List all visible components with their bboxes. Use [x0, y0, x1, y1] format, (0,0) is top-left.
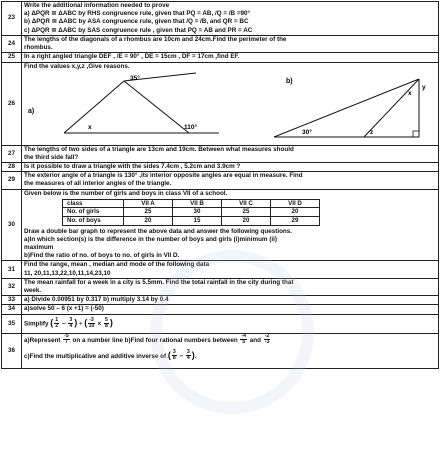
- question-row-36: 36 a)Represent $\frac{-5}{7}$ on a number line b)Find four rational numbers between $\frac{-4}{5}$ and $\frac{-2}{-3}$ c)Find the multiplicative and additive inverse of ( $\frac{3}{8}$ − $\frac{3}{4}$ ).: [2, 333, 439, 368]
- question-number: 23: [2, 2, 22, 36]
- question-text: Is it possible to draw a triangle with the sides 7.4cm , 5.2cm and 3.9cm ?: [24, 163, 241, 171]
- table-cell: No. of girls: [63, 208, 124, 217]
- question-text: c) ΔPQR ≅ ΔABC by SAS congruence rule , given that PQ = AB and PR = AC: [24, 26, 253, 34]
- fraction: $\frac{1}{2}$: [55, 316, 59, 330]
- table-cell: 20: [222, 217, 271, 226]
- question-text: Find the values x,y,z ,Give reasons.: [24, 62, 130, 70]
- question-text: a)Represent: [24, 336, 61, 344]
- fraction: $\frac{-3}{10}$: [88, 316, 95, 330]
- question-text: c)Find the multiplicative and additive inverse of: [24, 352, 167, 360]
- question-row-32: [2, 278, 439, 295]
- question-number: 31: [2, 261, 22, 278]
- question-number: 32: [2, 278, 22, 295]
- question-row-24: [2, 36, 439, 53]
- question-text: The mean rainfall for a week in a city is 5.5mm. Find the total rainfall in the city during that: [24, 278, 294, 286]
- table-row: [63, 217, 320, 226]
- table-cell: 25: [222, 208, 271, 217]
- table-cell: 20: [124, 217, 173, 226]
- question-text: Write the additional information needed to prove: [24, 2, 170, 9]
- question-number: 24: [2, 36, 22, 53]
- question-text: Given below is the number of girls and boys in class VII of a school.: [24, 189, 228, 197]
- table-header: VII A: [124, 199, 173, 208]
- question-number: 26: [2, 62, 22, 145]
- table-cell: 15: [173, 217, 222, 226]
- figure-a-label: a): [28, 107, 35, 115]
- fraction: $\frac{3}{8}$: [172, 349, 176, 362]
- question-text: on a number line b)Find four rational numbers between: [72, 336, 238, 344]
- right-angle-mark: [413, 131, 419, 137]
- question-number: 33: [2, 296, 22, 305]
- question-row-28: [2, 163, 439, 172]
- question-text: maximum: [24, 244, 54, 252]
- question-text: Simplify: [24, 320, 49, 328]
- question-number: 27: [2, 145, 22, 162]
- triangle-figures: [24, 71, 434, 143]
- question-row-34: [2, 305, 439, 314]
- table-cell: 29: [271, 217, 320, 226]
- fraction: $\frac{3}{4}$: [186, 349, 190, 362]
- question-text: a)solve 50 – 6 (x +1) = (-50): [24, 305, 104, 313]
- figure-b-angle: 30°: [302, 128, 312, 136]
- figure-a-x: x: [88, 123, 92, 131]
- question-row-29: [2, 172, 439, 189]
- question-text: week.: [24, 287, 42, 295]
- question-text: 11, 20,11,13,22,10,11,14,23,10: [24, 269, 111, 277]
- question-number: 35: [2, 314, 22, 333]
- figure-b-y: y: [422, 83, 426, 91]
- question-row-30: [2, 189, 439, 261]
- question-text: In a right angled triangle DEF , /E = 90° , DE = 15cm , DF = 17cm ,find EF.: [24, 53, 240, 61]
- question-row-25: [2, 53, 439, 62]
- figure-a-angle-top: 35°: [130, 74, 140, 82]
- question-row-27: [2, 145, 439, 162]
- question-number: 34: [2, 305, 22, 314]
- question-text: a)In which section(s) is the difference in the number of boys and girls (i)minimum (ii): [24, 235, 277, 243]
- question-row-26: [2, 62, 439, 145]
- question-number: 29: [2, 172, 22, 189]
- question-number: 30: [2, 189, 22, 261]
- figure-a-side: [64, 81, 124, 133]
- table-header-row: [63, 199, 320, 208]
- question-text: and: [249, 336, 261, 344]
- fraction: $\frac{-2}{-3}$: [264, 333, 270, 346]
- table-cell: No. of boys: [63, 217, 124, 226]
- table-header: VII C: [222, 199, 271, 208]
- question-table: [1, 1, 439, 369]
- question-number: 36: [2, 333, 22, 368]
- question-text: a) ΔPQR ≅ ΔABC by RHS congruence rule, given that PQ = AB, /Q = /B =90°: [24, 10, 251, 18]
- table-header: VII B: [173, 199, 222, 208]
- question-text: the measures of all interior angles of the triangle.: [24, 180, 172, 188]
- question-row-33: [2, 296, 439, 305]
- table-header: class: [63, 199, 124, 208]
- figure-b-label: b): [286, 77, 293, 85]
- fraction: $\frac{-5}{7}$: [64, 333, 69, 346]
- question-text: Find the range, mean , median and mode of the following data: [24, 261, 210, 269]
- table-header: VII D: [271, 199, 320, 208]
- data-table: [62, 199, 320, 226]
- question-row-35: 35 Simplify ( $\frac{1}{2}$ − $\frac{3}{4}$ ) ÷ ( $\frac{-3}{10}$ × $\frac{5}{8}$ ): [2, 314, 439, 333]
- question-text: rhombus.: [24, 44, 53, 52]
- question-text: b) ΔPQR ≅ ΔABC by ASA congruence rule, given that /Q = /B, and QR = BC: [24, 18, 249, 26]
- question-row-31: [2, 261, 439, 278]
- table-cell: 30: [173, 208, 222, 217]
- figure-a-angle-exterior: 110°: [184, 123, 198, 131]
- figure-b-hypotenuse: [274, 79, 419, 137]
- fraction: $\frac{5}{8}$: [105, 316, 108, 330]
- figure-b-z: z: [370, 128, 374, 136]
- question-number: 28: [2, 163, 22, 172]
- question-text: The lengths of the diagonals of a rhombus are 10cm and 24cm.Find the perimeter of the: [24, 36, 287, 43]
- table-cell: 25: [124, 208, 173, 217]
- question-text: the third side fall?: [24, 153, 79, 161]
- table-row: [63, 208, 320, 217]
- fraction: $\frac{3}{4}$: [69, 316, 73, 330]
- question-text: The exterior angle of a triangle is 130° ,its interior opposite angles are equal in measure. Find: [24, 172, 303, 180]
- question-row-23: [2, 2, 439, 36]
- table-cell: 20: [271, 208, 320, 217]
- question-text: Draw a double bar graph to represent the above data and answer the following questions.: [24, 227, 293, 235]
- figure-a-side: [124, 81, 189, 133]
- question-text: a) Divide 0.00951 by 0.317 b) multiply 3.14 by 0.4: [24, 296, 169, 304]
- question-number: 25: [2, 53, 22, 62]
- question-text: The lengths of two sides of a triangle are 13cm and 19cm. Between what measures should: [24, 145, 294, 153]
- figure-b-x: x: [408, 89, 412, 97]
- fraction: $\frac{-4}{5}$: [241, 333, 247, 346]
- question-text: b)Find the ratio of no. of boys to no. of girls in VII D.: [24, 252, 180, 260]
